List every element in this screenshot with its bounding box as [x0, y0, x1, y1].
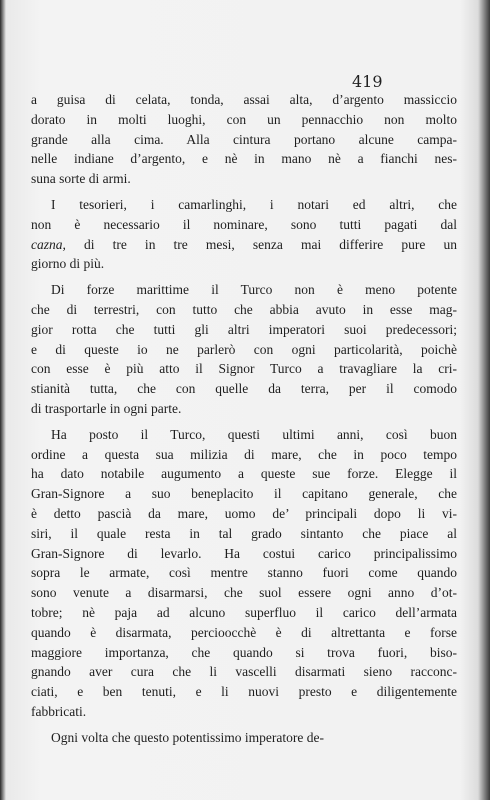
text-line: fabbricati. [31, 703, 87, 719]
paragraph-5 [31, 728, 457, 748]
text-line: sopra le armate, così mentre stanno fuori come quando [31, 565, 457, 581]
text-line: di trasportarle in ogni parte. [31, 400, 182, 416]
text-line: giorno di più. [31, 256, 105, 272]
text-line: ordine a questa sua milizia di mare, che in poco tempo [31, 446, 457, 462]
text-line: maggiore importanza, che quando si trova fuori, biso- [31, 644, 457, 660]
text-line: suna sorte di armi. [31, 171, 131, 187]
text-line: tobre; nè paja ad alcuno superfluo il carico dell’armata [31, 604, 457, 620]
text-line: gnando aver cura che li vascelli disarmati sieno racconc- [31, 664, 457, 680]
text-line: Di forze marittime il Turco non è meno potente [51, 282, 457, 298]
text-line: con esse è più atto il Signor Turco a travagliare la cri- [31, 361, 457, 377]
text-line: sono venute a disarmarsi, che suol essere ogni anno d’ot- [31, 585, 457, 601]
text-line-italic-start: cazna, di tre in tre mesi, senza mai differire pure un [31, 236, 457, 252]
text-line: siri, il quale resta in tal grado sintanto che piace al [31, 525, 457, 541]
paragraph-3 [31, 280, 457, 419]
text-line: Ogni volta che questo potentissimo imperatore de- [51, 729, 324, 745]
text-line: Gran-Signore di levarlo. Ha costui carico principalissimo [31, 545, 457, 561]
text-line: ciati, e ben tenuti, e li nuovi presto e diligentemente [31, 684, 457, 700]
paragraph-2 [31, 195, 457, 274]
page-number: 419 [352, 72, 383, 91]
text-line: grande alla cima. Alla cintura portano alcune campa- [31, 131, 457, 147]
text-line: I tesorieri, i camarlinghi, i notari ed altri, che [51, 196, 457, 212]
text-line: stianità tutta, che con quelle da terra, per il comodo [31, 381, 457, 397]
text-line: che di terrestri, con tutto che abbia avuto in esse mag- [31, 301, 457, 317]
text-line: dorato in molti luoghi, con un pennacchio non molto [31, 111, 457, 127]
paragraph-4 [31, 425, 457, 722]
text-line: gior rotta che tutti gli altri imperatori suoi predecessori; [31, 321, 457, 337]
text-line: quando è disarmata, percioocchè è di altrettanta e forse [31, 624, 457, 640]
body-text [31, 90, 457, 754]
paragraph-1 [31, 90, 457, 189]
text-line: è detto pascià da mare, uomo de’ principali dopo li vi- [31, 505, 457, 521]
text-line: Ha posto il Turco, questi ultimi anni, così buon [51, 426, 457, 442]
text-line: Gran-Signore a suo beneplacito il capitano generale, che [31, 486, 457, 502]
text-line: nelle indiane d’argento, e nè in mano nè a fianchi nes- [31, 151, 457, 167]
text-line: e di queste io ne parlerò con ogni particolarità, poichè [31, 341, 457, 357]
text-line: a guisa di celata, tonda, assai alta, d’argento massiccio [31, 92, 457, 107]
text-line: non è necessario il nominare, sono tutti pagati dal [31, 216, 457, 232]
text-line: ha dato notabile augumento a queste sue forze. Elegge il [31, 466, 457, 482]
